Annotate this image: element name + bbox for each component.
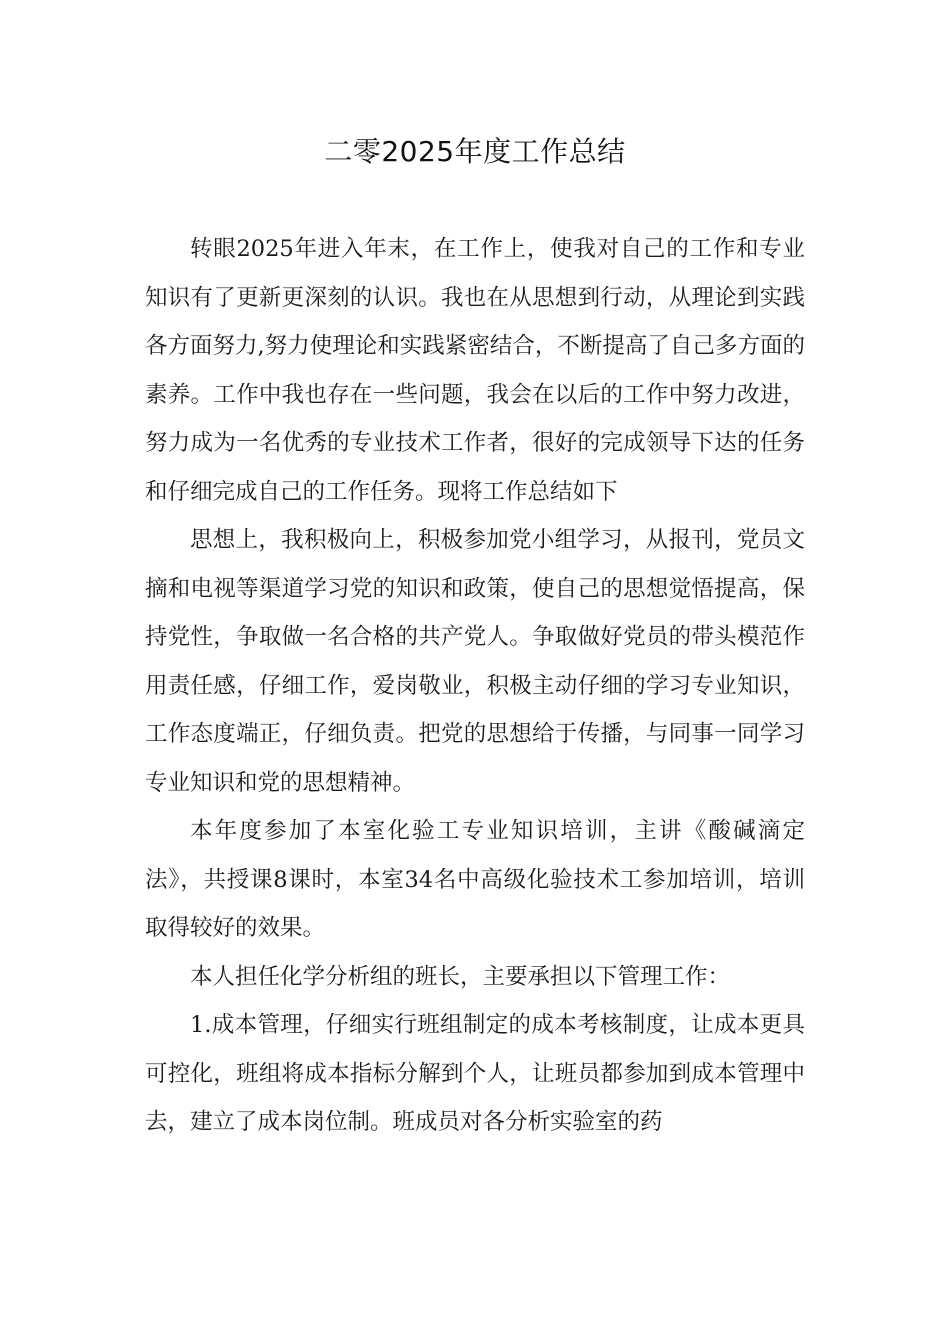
paragraph-cost-management: 1.成本管理，仔细实行班组制定的成本考核制度，让成本更具可控化，班组将成本指标分解到个人，让班员都参加到成本管理中去，建立了成本岗位制。班成员对各分析实验室的药 bbox=[145, 1012, 805, 1135]
paragraph-intro: 转眼2025年进入年末，在工作上，使我对自己的工作和专业知识有了更新更深刻的认识。我也在从思想到行动，从理论到实践各方面努力,努力使理论和实践紧密结合，不断提高了自己多方面的素养。工作中我也存在一些问题，我会在以后的工作中努力改进，努力成为一名优秀的专业技术工作者，很好的完成领导下达的任务和仔细完成自己的工作任务。现将工作总结如下 bbox=[145, 236, 805, 505]
paragraph-training: 本年度参加了本室化验工专业知识培训，主讲《酸碱滴定法》，共授课8课时，本室34名中高级化验技术工参加培训，培训取得较好的效果。 bbox=[145, 818, 805, 941]
document-body bbox=[145, 225, 805, 1147]
paragraph-role: 本人担任化学分析组的班长，主要承担以下管理工作： bbox=[190, 963, 731, 990]
paragraph-ideology: 思想上，我积极向上，积极参加党小组学习，从报刊，党员文摘和电视等渠道学习党的知识和政策，使自己的思想觉悟提高，保持党性，争取做一名合格的共产党人。争取做好党员的带头模范作用责任感，仔细工作，爱岗敬业，积极主动仔细的学习专业知识，工作态度端正，仔细负责。把党的思想给于传播，与同事一同学习专业知识和党的思想精神。 bbox=[145, 527, 805, 796]
document-title: 二零2025年度工作总结 bbox=[324, 135, 626, 168]
